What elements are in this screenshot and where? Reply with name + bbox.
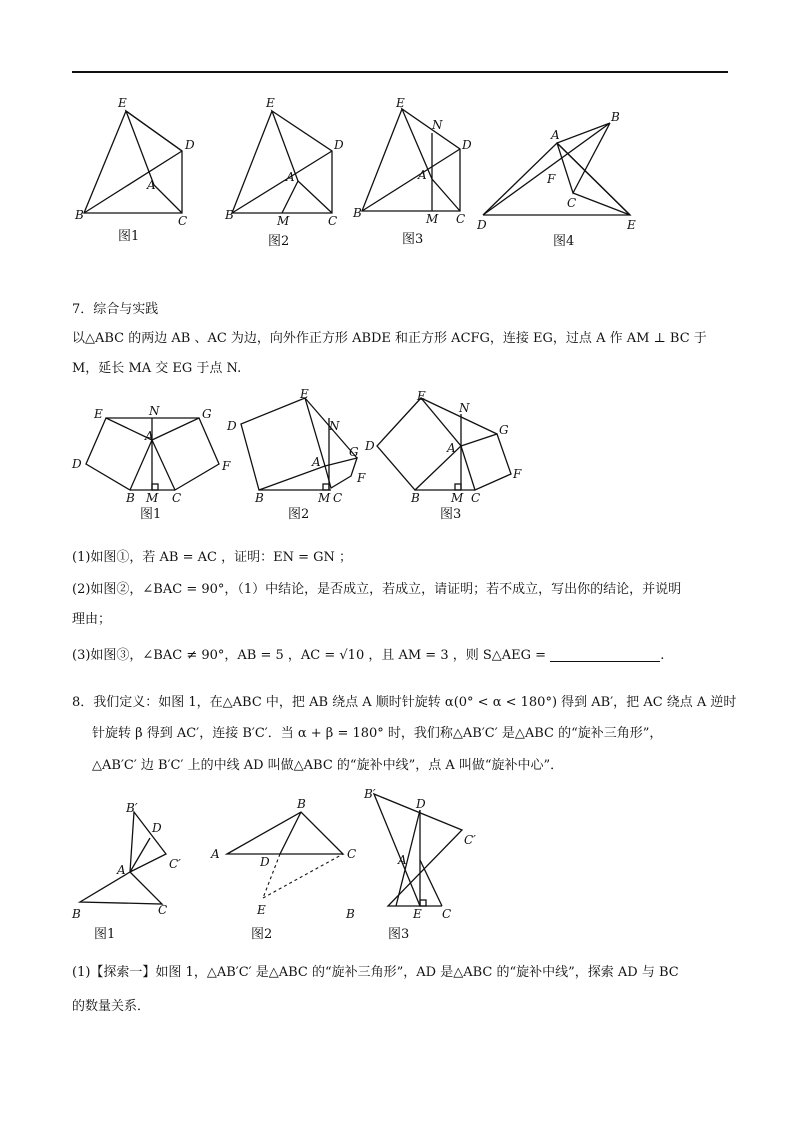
q7-part1: (1)如图①，若 AB = AC ，证明：EN = GN ； [72,550,353,565]
label-D: D [462,138,472,152]
q7-part2-line2: 理由； [72,612,112,627]
label-B: B [346,907,355,921]
top-figure-4 [475,105,650,249]
label-D: D [416,797,426,811]
label-E: E [300,387,309,401]
q7-title: 7．综合与实践 [72,302,159,317]
q7-part2-line1: (2)如图②，∠BAC = 90°，（1）中结论，是否成立，若成立，请证明；若不成立，写出你的结论，并说明 [72,582,682,597]
label-B: B [297,797,306,811]
label-E: E [94,407,103,421]
q7-figure-1 [72,402,237,522]
label-G: G [499,423,509,437]
label-A: A [312,455,321,469]
q7-part3-text: (3)如图③，∠BAC ≠ 90°，AB = 5 ，AC = √10 ，且 AM = 3 ，则 S△AEG = [72,648,547,663]
label-D: D [227,419,237,433]
label-A: A [286,170,295,184]
q8-definition-line1: 8．我们定义：如图 1，在△ABC 中，把 AB 绕点 A 顺时针旋转 α(0° < α < 180°) 得到 AB′，把 AC 绕点 A 逆时 [72,695,737,710]
label-C: C [333,491,343,505]
label-C: C [328,214,338,228]
label-C: C [178,214,188,228]
label-D: D [365,439,375,453]
label-C-prime: C′ [169,857,181,871]
label-D: D [334,138,344,152]
label-C: C [347,847,357,861]
q7-part3 [72,646,664,666]
label-N: N [459,401,470,415]
q8-figure-3 [340,780,490,950]
q8-figure-1 [68,790,208,950]
q8-explore1-line2: 的数量关系． [72,999,151,1014]
label-D: D [477,218,487,232]
label-A: A [398,853,407,867]
label-A: A [117,863,126,877]
label-N: N [149,404,160,418]
label-C-prime: C′ [464,833,476,847]
label-D: D [72,457,82,471]
label-F: F [547,172,556,186]
figure-caption: 图2 [288,507,310,522]
label-M: M [451,491,464,505]
q7-statement-line1: 以△ABC 的两边 AB 、AC 为边，向外作正方形 ABDE 和正方形 ACFG，连接 EG，过点 A 作 AM ⊥ BC 于 [72,331,707,346]
q8-definition-line2: 针旋转 β 得到 AC′，连接 B′C′．当 α + β = 180° 时，我们称△AB′C′ 是△ABC 的“旋补三角形”， [92,726,663,741]
label-F: F [357,471,366,485]
figure-caption: 图2 [251,927,273,942]
label-G: G [202,407,212,421]
label-A: A [418,168,427,182]
label-M: M [426,212,439,226]
label-G: G [349,445,359,459]
label-N: N [329,419,340,433]
label-M: M [318,491,331,505]
label-E: E [413,907,422,921]
label-C: C [442,907,452,921]
label-B: B [611,110,620,124]
label-D: D [152,821,162,835]
figure-caption: 图3 [440,507,462,522]
label-N: N [432,118,443,132]
top-figure-3 [350,95,480,245]
answer-blank [550,647,660,662]
figure-caption: 图2 [268,234,290,249]
label-E: E [627,218,636,232]
label-C: C [471,491,481,505]
label-M: M [277,214,290,228]
label-E: E [396,96,405,110]
label-B: B [126,491,135,505]
header-rule [72,71,728,73]
top-figure-2 [222,95,352,249]
top-figure-1 [72,95,202,245]
q7-part3-end: . [660,648,665,663]
label-A: A [551,128,560,142]
label-D: D [185,138,195,152]
label-F: F [222,459,231,473]
label-B-prime: B′ [364,787,376,801]
q7-statement-line2: M，延长 MA 交 EG 于点 N. [72,361,242,376]
label-B: B [225,208,234,222]
label-E: E [266,96,275,110]
label-E: E [118,96,127,110]
label-A: A [211,847,220,861]
figure-caption: 图3 [388,927,410,942]
label-D: D [260,855,270,869]
label-M: M [146,491,159,505]
q8-explore1-line1: (1)【探索一】如图 1，△AB′C′ 是△ABC 的“旋补三角形”，AD 是△ABC 的“旋补中线”，探索 AD 与 BC [72,965,679,980]
label-B: B [353,206,362,220]
label-B: B [255,491,264,505]
label-B: B [411,491,420,505]
q8-definition-line3: △AB′C′ 边 B′C′ 上的中线 AD 叫做△ABC 的“旋补中线”，点 A 叫做“旋补中心”． [92,758,564,773]
label-B: B [72,907,81,921]
figure-caption: 图1 [140,507,162,522]
label-A: A [147,178,156,192]
label-A: A [145,429,154,443]
label-C: C [567,196,577,210]
q7-figure-2 [225,388,385,523]
q7-figure-3 [365,388,530,523]
label-C: C [158,903,168,917]
label-C: C [172,491,182,505]
label-A: A [447,441,456,455]
label-C: C [456,212,466,226]
figure-caption: 图1 [94,927,116,942]
label-B-prime: B′ [126,801,138,815]
figure-caption: 图4 [553,234,575,249]
label-B: B [75,208,84,222]
figure-caption: 图1 [118,229,140,244]
label-E: E [257,903,266,917]
figure-caption: 图3 [402,232,424,247]
label-E: E [417,389,426,403]
label-F: F [513,467,522,481]
